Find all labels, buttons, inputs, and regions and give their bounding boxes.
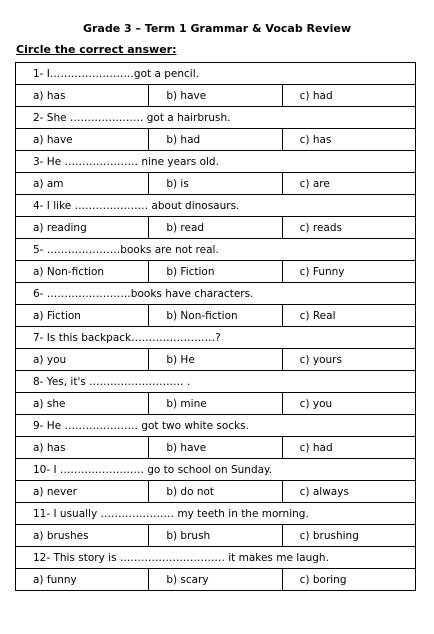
answer-options-row [16,437,416,459]
answer-options-row [16,525,416,547]
worksheet-instruction: Circle the correct answer: [16,43,177,56]
question-row [16,415,416,437]
answer-option-b[interactable]: b) have [149,85,282,107]
question-row [16,107,416,129]
answer-option-c[interactable]: c) you [282,393,415,415]
answer-option-b[interactable]: b) brush [149,525,282,547]
question-text: 3- He ………………… nine years old. [16,151,416,173]
answer-option-a[interactable]: a) brushes [16,525,149,547]
answer-options-row [16,173,416,195]
answer-options-row [16,217,416,239]
answer-option-a[interactable]: a) Fiction [16,305,149,327]
question-row [16,195,416,217]
answer-options-row [16,349,416,371]
answer-options-row [16,393,416,415]
answer-option-c[interactable]: c) yours [282,349,415,371]
answer-options-row [16,305,416,327]
answer-options-row [16,261,416,283]
answer-options-row [16,85,416,107]
answer-option-c[interactable]: c) has [282,129,415,151]
answer-option-b[interactable]: b) is [149,173,282,195]
question-text: 6- ……………………books have characters. [16,283,416,305]
answer-option-c[interactable]: c) Funny [282,261,415,283]
answer-option-a[interactable]: a) reading [16,217,149,239]
answer-option-c[interactable]: c) Real [282,305,415,327]
answer-option-c[interactable]: c) had [282,437,415,459]
question-text: 8- Yes, it's ……………………… . [16,371,416,393]
questions-table [15,62,416,591]
answer-option-c[interactable]: c) reads [282,217,415,239]
question-row [16,371,416,393]
answer-option-a[interactable]: a) funny [16,569,149,591]
answer-option-b[interactable]: b) He [149,349,282,371]
answer-option-b[interactable]: b) Fiction [149,261,282,283]
question-text: 10- I …………………… go to school on Sunday. [16,459,416,481]
question-text: 1- I……………………got a pencil. [16,63,416,85]
answer-options-row [16,569,416,591]
answer-option-a[interactable]: a) Non-fiction [16,261,149,283]
answer-option-b[interactable]: b) read [149,217,282,239]
answer-option-c[interactable]: c) had [282,85,415,107]
answer-option-b[interactable]: b) scary [149,569,282,591]
answer-option-a[interactable]: a) has [16,437,149,459]
question-text: 2- She ………………… got a hairbrush. [16,107,416,129]
question-row [16,151,416,173]
answer-option-a[interactable]: a) you [16,349,149,371]
question-row [16,547,416,569]
question-text: 5- …………………books are not real. [16,239,416,261]
answer-option-b[interactable]: b) had [149,129,282,151]
question-text: 4- I like ………………… about dinosaurs. [16,195,416,217]
question-text: 12- This story is ………………………… it makes me laugh. [16,547,416,569]
question-row [16,327,416,349]
answer-option-c[interactable]: c) boring [282,569,415,591]
answer-option-b[interactable]: b) have [149,437,282,459]
question-row [16,283,416,305]
answer-option-c[interactable]: c) are [282,173,415,195]
answer-option-b[interactable]: b) Non-fiction [149,305,282,327]
answer-option-c[interactable]: c) always [282,481,415,503]
answer-options-row [16,481,416,503]
answer-option-c[interactable]: c) brushing [282,525,415,547]
question-text: 7- Is this backpack……………………? [16,327,416,349]
question-row [16,239,416,261]
question-row [16,503,416,525]
questions-table-body [16,63,416,591]
answer-option-b[interactable]: b) mine [149,393,282,415]
question-row [16,63,416,85]
answer-option-a[interactable]: a) never [16,481,149,503]
question-text: 9- He ………………… got two white socks. [16,415,416,437]
question-text: 11- I usually ………………… my teeth in the morning. [16,503,416,525]
answer-option-b[interactable]: b) do not [149,481,282,503]
question-row [16,459,416,481]
answer-option-a[interactable]: a) she [16,393,149,415]
answer-option-a[interactable]: a) have [16,129,149,151]
answer-option-a[interactable]: a) has [16,85,149,107]
answer-option-a[interactable]: a) am [16,173,149,195]
worksheet-title: Grade 3 – Term 1 Grammar & Vocab Review [82,22,352,35]
answer-options-row [16,129,416,151]
